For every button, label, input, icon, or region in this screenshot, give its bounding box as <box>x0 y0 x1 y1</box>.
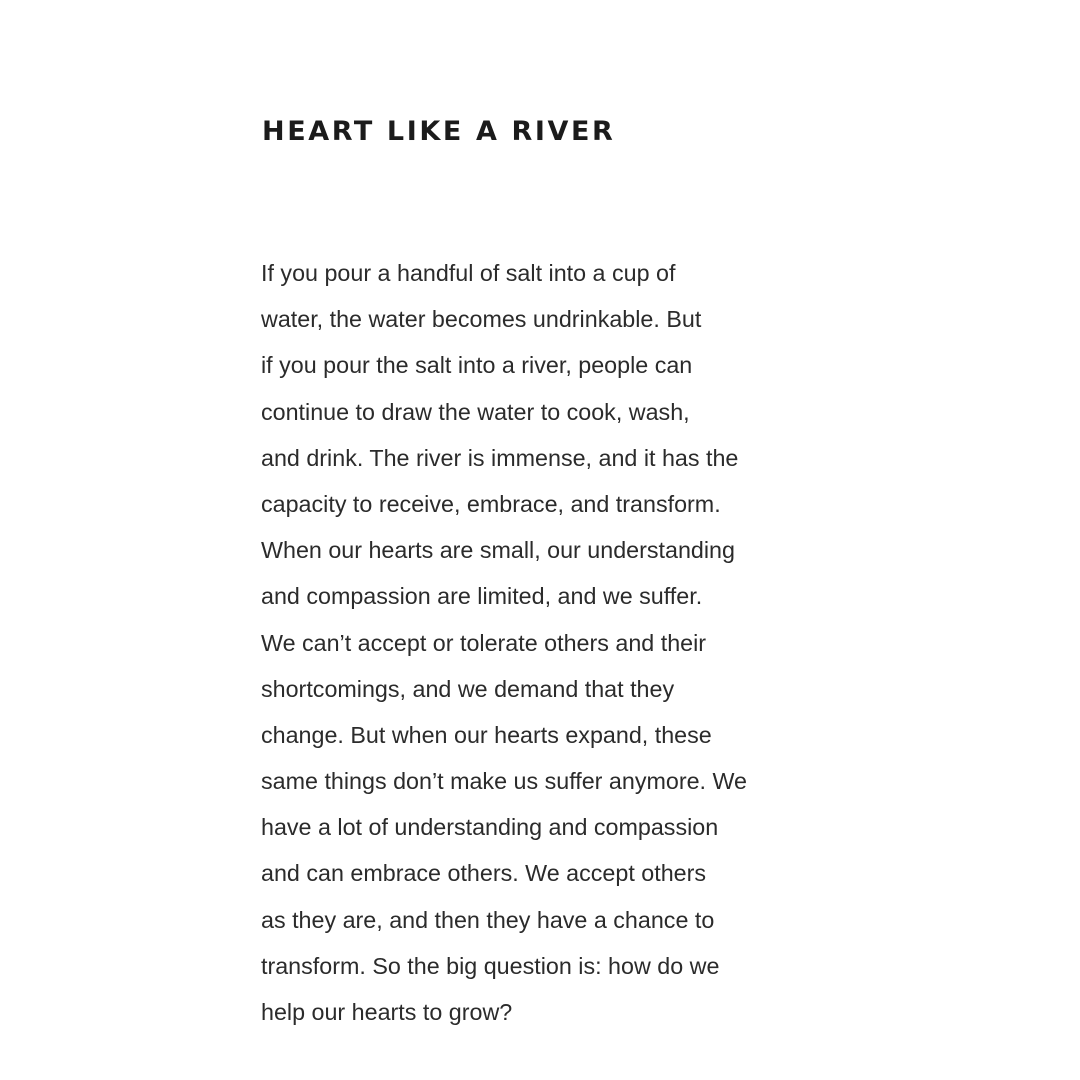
text-line: as they are, and then they have a chance to <box>261 906 715 933</box>
text-line: same things don’t make us suffer anymore. We <box>261 768 748 795</box>
text-line: water, the water becomes undrinkable. But <box>261 306 702 333</box>
chapter-title: HEART LIKE A RIVER <box>262 116 616 147</box>
text-line: transform. So the big question is: how do we <box>261 952 720 979</box>
text-line: and compassion are limited, and we suffer. <box>261 583 703 610</box>
text-line: When our hearts are small, our understanding <box>261 537 735 564</box>
text-line: have a lot of understanding and compassion <box>261 814 719 841</box>
body-paragraph <box>261 250 861 1035</box>
text-line: if you pour the salt into a river, people can <box>261 352 693 379</box>
text-line: continue to draw the water to cook, wash, <box>261 398 690 425</box>
text-line: We can’t accept or tolerate others and their <box>261 629 707 656</box>
text-line: capacity to receive, embrace, and transform. <box>261 490 721 517</box>
text-line: shortcomings, and we demand that they <box>261 675 675 702</box>
text-line: and can embrace others. We accept others <box>261 860 707 887</box>
text-line: help our hearts to grow? <box>261 999 513 1025</box>
text-line: If you pour a handful of salt into a cup of <box>261 260 676 286</box>
text-line: and drink. The river is immense, and it has the <box>261 444 739 471</box>
text-line: change. But when our hearts expand, these <box>261 721 712 748</box>
